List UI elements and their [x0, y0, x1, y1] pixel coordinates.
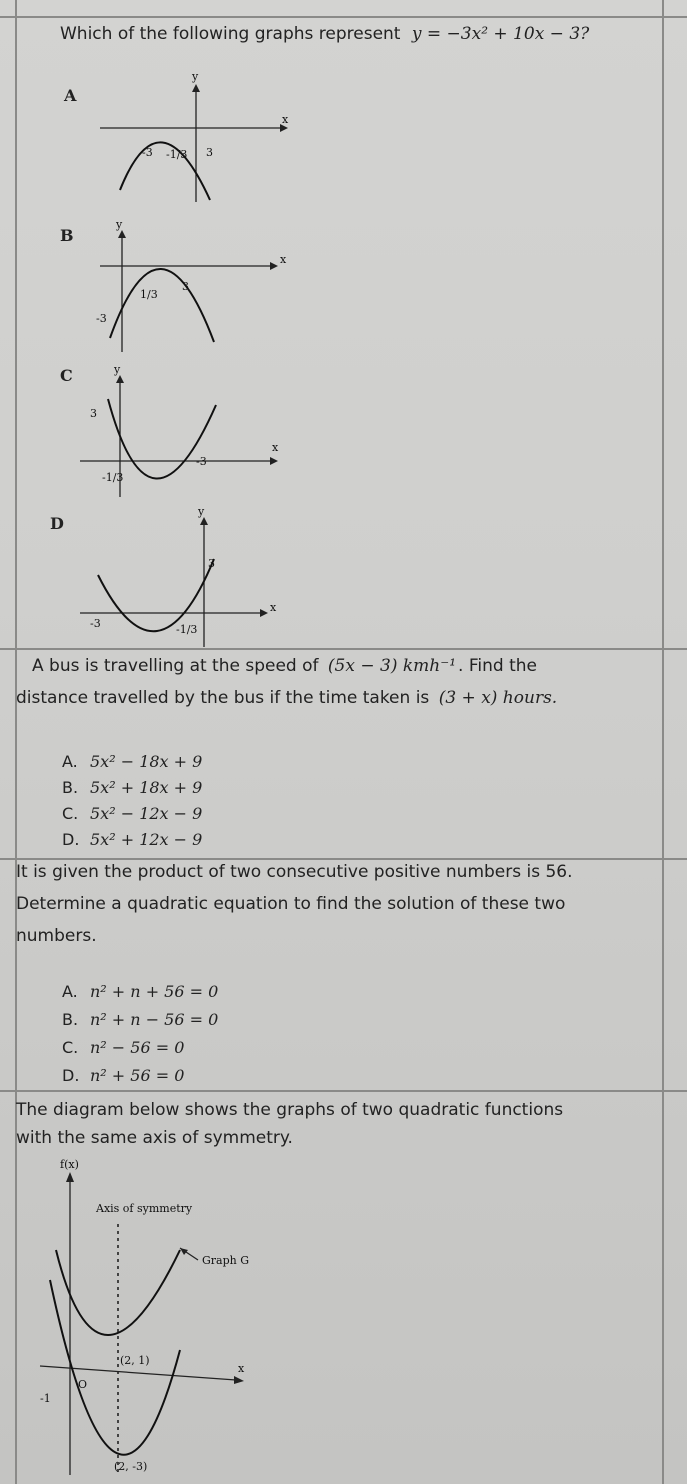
graph-c-tick-1: 3 [90, 407, 97, 420]
q2-line-2 [16, 686, 557, 710]
q1-text: Which of the following graphs represent [60, 24, 401, 44]
graph-b-tick-2: 3 [182, 280, 189, 293]
graph-a-x-axis-label: x [282, 113, 289, 126]
graph-c-label: C [60, 366, 73, 385]
q2-option-a[interactable]: A. 5x² − 18x + 9 [62, 752, 203, 771]
q4-axis-of-symmetry-label: Axis of symmetry [96, 1202, 193, 1215]
graph-c [80, 365, 300, 505]
q3-line-1: It is given the product of two consecutive positive numbers is 56. [16, 862, 573, 882]
graph-b-tick-3: -3 [96, 312, 107, 325]
graph-a-label: A [64, 86, 77, 105]
top-border-line [0, 16, 687, 18]
q3-line-2: Determine a quadratic equation to find the solution of these two [16, 894, 566, 914]
q4-diagram [30, 1150, 290, 1480]
q2-speed-expression: (5x − 3) kmh⁻¹ [327, 656, 457, 676]
q4-graph-g-label: Graph G [202, 1254, 250, 1267]
q4-fx-label: f(x) [60, 1158, 79, 1171]
q4-line-1: The diagram below shows the graphs of two quadratic functions [16, 1100, 564, 1120]
graph-c-y-axis-label: y [114, 363, 121, 376]
q3-line-3: numbers. [16, 926, 97, 946]
q3-option-a[interactable]: A. n² + n + 56 = 0 [62, 982, 219, 1001]
graph-d-tick-3: -1/3 [176, 623, 198, 636]
q1-question [60, 22, 589, 46]
q2-text-2a: distance travelled by the bus if the time taken is [16, 688, 430, 708]
graph-b-y-axis-label: y [116, 218, 123, 231]
graph-a-tick-2: -1/3 [166, 148, 188, 161]
q3-option-b[interactable]: B. n² + n − 56 = 0 [62, 1010, 219, 1029]
graph-d-y-axis-label: y [198, 505, 205, 518]
graph-c-x-axis-label: x [272, 441, 279, 454]
q2-text-1a: A bus is travelling at the speed of [32, 656, 319, 676]
q4-neg-one-label: -1 [40, 1392, 51, 1405]
q3-option-c[interactable]: C. n² − 56 = 0 [62, 1038, 185, 1057]
left-margin-line [15, 0, 17, 1484]
right-margin-line [662, 0, 664, 1484]
divider-q1-q2 [0, 648, 687, 650]
q4-point-bottom: (2, -3) [114, 1460, 148, 1473]
q1-equation: y = −3x² + 10x − 3? [411, 24, 590, 44]
q2-line-1 [32, 654, 537, 678]
q4-origin-label: O [78, 1378, 88, 1391]
q4-x-axis-label: x [238, 1362, 245, 1375]
q2-text-1b: . Find the [458, 656, 537, 676]
q2-option-d[interactable]: D. 5x² + 12x − 9 [62, 830, 203, 849]
q2-option-b[interactable]: B. 5x² + 18x + 9 [62, 778, 203, 797]
q2-time-expression: (3 + x) hours. [438, 688, 558, 708]
graph-b-tick-1: 1/3 [140, 288, 158, 301]
graph-c-tick-2: -3 [196, 455, 207, 468]
graph-a-tick-3: 3 [206, 146, 213, 159]
graph-b-label: B [60, 226, 74, 245]
q4-point-top: (2, 1) [120, 1354, 150, 1367]
graph-c-tick-3: -1/3 [102, 471, 124, 484]
graph-d [80, 505, 300, 645]
divider-q3-q4 [0, 1090, 687, 1092]
q2-option-c[interactable]: C. 5x² − 12x − 9 [62, 804, 203, 823]
graph-d-tick-2: -3 [90, 617, 101, 630]
graph-d-label: D [50, 514, 64, 533]
graph-d-x-axis-label: x [270, 601, 277, 614]
graph-b [90, 218, 310, 358]
graph-b-x-axis-label: x [280, 253, 287, 266]
graph-a-y-axis-label: y [192, 70, 199, 83]
q3-option-d[interactable]: D. n² + 56 = 0 [62, 1066, 185, 1085]
graph-a [90, 70, 310, 210]
graph-a-tick-1: -3 [142, 146, 153, 159]
graph-d-tick-1: 3 [208, 557, 215, 570]
q4-line-2: with the same axis of symmetry. [16, 1128, 293, 1148]
